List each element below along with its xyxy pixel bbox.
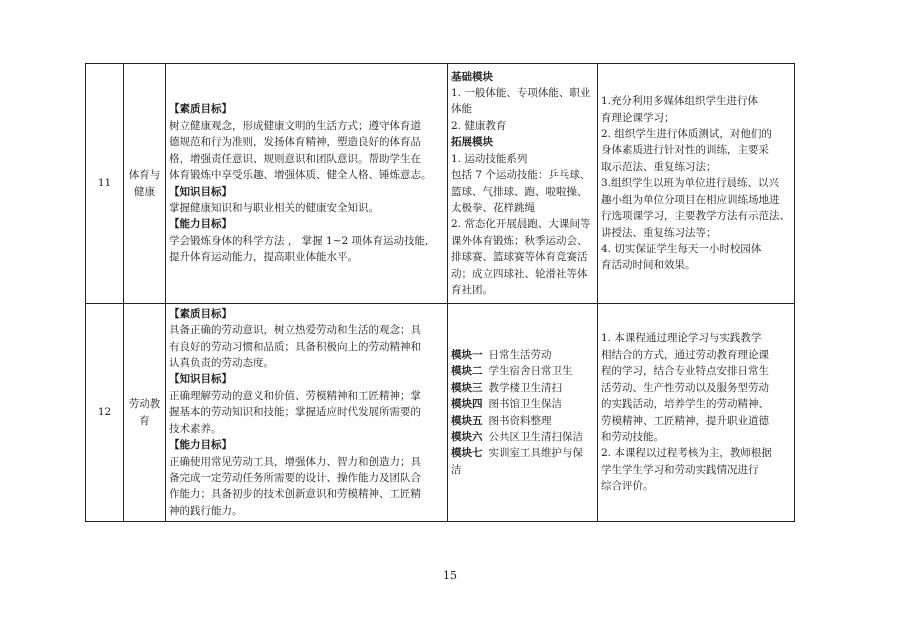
module-key: 模块六 [451, 430, 483, 443]
method-line: 身体素质进行针对性的训练，主要采 [601, 144, 769, 157]
module-key: 模块七 [451, 447, 483, 460]
method-line: 趣小组为单位分项目在相应训练场地进 [601, 193, 780, 206]
method-line: 劳模精神、工匠精神，提升职业道德 [601, 414, 769, 427]
module-item [451, 396, 594, 412]
module-line: 1. 运动技能系列 [451, 152, 528, 165]
expand-module-heading: 拓展模块 [451, 136, 493, 149]
module-item [451, 462, 594, 478]
module-value: 图书馆卫生保洁 [488, 398, 562, 411]
module-value: 图书资料整理 [488, 414, 552, 427]
method-line: 取示范法、重复练习法； [601, 160, 717, 173]
method-line: 程的学习，结合专业特点安排日常生 [601, 365, 769, 378]
ability-goal-line: 神的践行能力。 [169, 504, 243, 517]
module-item [451, 413, 594, 429]
method-line: 和劳动技能。 [601, 430, 664, 443]
module-value: 日常生活劳动 [488, 348, 552, 361]
ability-goal-line: 备完成一定劳动任务所需要的设计、操作能力及团队合 [169, 471, 421, 484]
course-name [124, 304, 166, 522]
quality-goal-line: 格，增强责任意识、规则意识和团队意识。帮助学生在 [169, 152, 421, 165]
row-number: 12 [86, 304, 124, 522]
page-number: 15 [443, 569, 457, 582]
module-line: 体能 [451, 103, 472, 116]
course-name-line: 健康 [134, 185, 155, 198]
module-value: 教学楼卫生清扫 [488, 381, 562, 394]
method-line: 1.充分利用多媒体组织学生进行体 [601, 95, 759, 108]
knowledge-goal-line: 技术素养。 [169, 422, 222, 435]
module-line: 课外体育锻炼；秋季运动会、 [451, 234, 588, 247]
quality-goal-line: 德规范和行为准则，发扬体育精神，塑造良好的体育品 [169, 136, 421, 149]
knowledge-goal-heading: 【知识目标】 [169, 373, 232, 386]
module-line: 动；成立四球社、轮滑社等体 [451, 267, 588, 280]
module-line: 2. 常态化开展晨跑、大课间等 [451, 218, 591, 231]
ability-goal-heading: 【能力目标】 [169, 439, 232, 452]
quality-goal-heading: 【素质目标】 [169, 307, 232, 320]
course-name-line: 育 [139, 414, 150, 427]
table-row [86, 64, 795, 304]
course-goals [166, 64, 448, 304]
method-line: 行选项课学习，主要教学方法有示范法、 [601, 210, 790, 223]
curriculum-table [85, 63, 795, 522]
quality-goal-line: 体育锻炼中享受乐趣、增强体质、健全人格、锤炼意志。 [169, 169, 432, 182]
course-name [124, 64, 166, 304]
method-line: 相结合的方式，通过劳动教育理论课 [601, 348, 769, 361]
method-line: 育理论课学习； [601, 111, 675, 124]
module-line: 1. 一般体能、专项体能、职业 [451, 87, 591, 100]
module-line: 育社团。 [451, 283, 493, 296]
quality-goal-line: 树立健康观念，形成健康文明的生活方式；遵守体育道 [169, 119, 421, 132]
course-goals [166, 304, 448, 522]
method-line: 育活动时间和效果。 [601, 259, 696, 272]
course-modules [448, 64, 598, 304]
method-line: 1. 本课程通过理论学习与实践教学 [601, 332, 762, 345]
teaching-methods [598, 304, 795, 522]
module-key: 模块三 [451, 381, 483, 394]
ability-goal-line: 作能力；具备初步的技术创新意识和劳模精神、工匠精 [169, 488, 421, 501]
table-row [86, 304, 795, 522]
module-line: 排球赛、篮球赛等体育竞赛活 [451, 251, 588, 264]
method-line: 的实践活动，培养学生的劳动精神、 [601, 398, 769, 411]
quality-goal-line: 有良好的劳动习惯和品质；具备积极向上的劳动精神和 [169, 340, 421, 353]
course-name-line: 劳动教 [128, 398, 161, 411]
quality-goal-heading: 【素质目标】 [169, 103, 232, 116]
quality-goal-line: 具备正确的劳动意识，树立热爱劳动和生活的观念；具 [169, 324, 421, 337]
module-value: 学生宿舍日常卫生 [488, 365, 573, 378]
knowledge-goal-line: 正确理解劳动的意义和价值、劳模精神和工匠精神；掌 [169, 389, 421, 402]
ability-goal-line: 学会锻炼身体的科学方法 ， 掌握 1~2 项体育运动技能, [169, 234, 429, 247]
method-line: 3.组织学生以班为单位进行晨练、以兴 [601, 177, 780, 190]
teaching-methods [598, 64, 795, 304]
row-number: 11 [86, 64, 124, 304]
module-key: 模块一 [451, 348, 483, 361]
method-line: 讲授法、重复练习法等； [601, 226, 717, 239]
module-item [451, 429, 594, 445]
ability-goal-heading: 【能力目标】 [169, 218, 232, 231]
basic-module-heading: 基础模块 [451, 70, 493, 83]
method-line: 学生学生学习和劳动实践情况进行 [601, 463, 759, 476]
module-value: 实训室工具维护与保 [488, 447, 583, 460]
module-item [451, 445, 594, 461]
module-key: 模块四 [451, 398, 483, 411]
method-line: 2. 组织学生进行体质测试，对他们的 [601, 128, 772, 141]
module-item [451, 347, 594, 363]
module-key: 模块二 [451, 365, 483, 378]
method-line: 综合评价。 [601, 480, 654, 493]
knowledge-goal-line: 握基本的劳动知识和技能；掌握适应时代发展所需要的 [169, 406, 421, 419]
knowledge-goal-heading: 【知识目标】 [169, 185, 232, 198]
module-item [451, 363, 594, 379]
module-line: 包括 7 个运动技能：乒乓球、 [451, 169, 591, 182]
module-line: 太极拳、花样跳绳 [451, 201, 535, 214]
method-line: 2. 本课程以过程考核为主，教师根据 [601, 447, 772, 460]
method-line: 活劳动、生产性劳动以及服务型劳动 [601, 381, 769, 394]
method-line: 4. 切实保证学生每天一小时校园体 [601, 242, 762, 255]
course-name-line: 体育与 [128, 169, 161, 182]
module-value: 洁 [451, 463, 462, 476]
module-key: 模块五 [451, 414, 483, 427]
ability-goal-line: 正确使用常见劳动工具，增强体力、智力和创造力；具 [169, 455, 421, 468]
knowledge-goal-line: 掌握健康知识和与职业相关的健康安全知识。 [169, 201, 379, 214]
module-line: 篮球、气排球、跑、啦啦操、 [451, 185, 588, 198]
module-item [451, 380, 594, 396]
module-value: 公共区卫生清扫保洁 [488, 430, 583, 443]
quality-goal-line: 认真负责的劳动态度。 [169, 357, 274, 370]
module-line: 2. 健康教育 [451, 119, 507, 132]
course-modules [448, 304, 598, 522]
ability-goal-line: 提升体育运动能力，提高职业体能水平。 [169, 251, 358, 264]
